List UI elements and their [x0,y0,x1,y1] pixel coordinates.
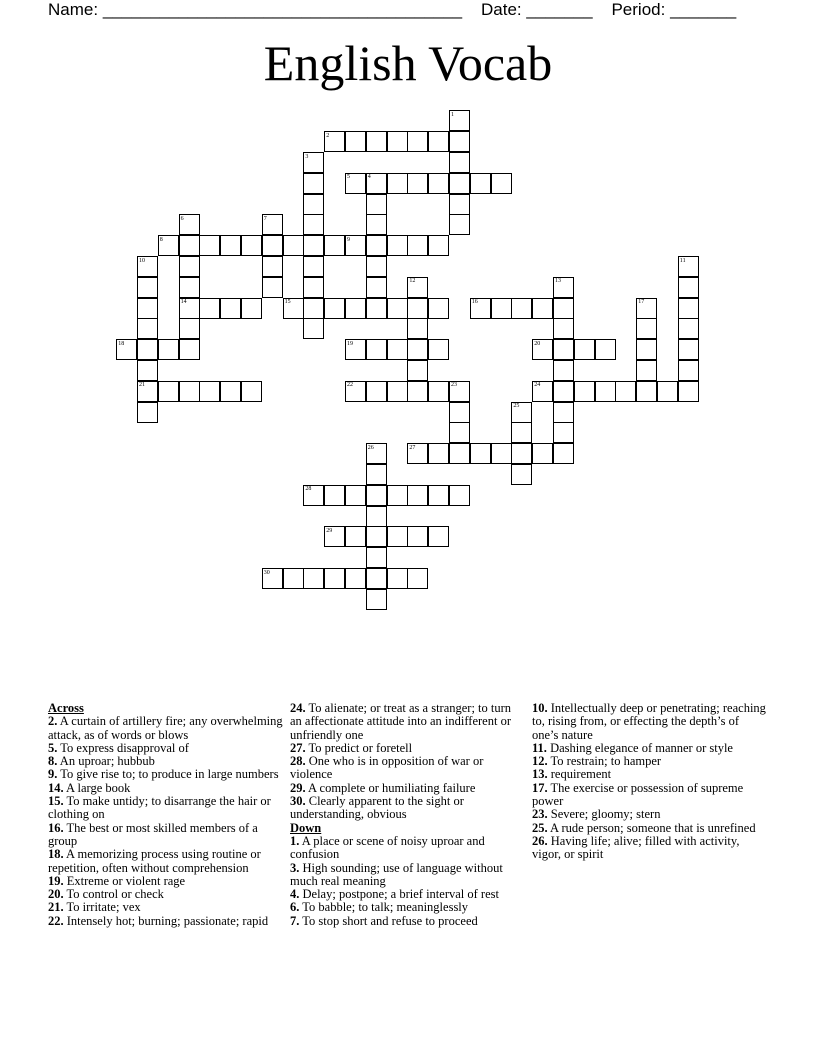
grid-cell[interactable] [137,360,158,381]
clue-text: To irritate; vex [63,900,141,915]
grid-cell[interactable] [657,381,678,402]
clue-text: Clearly apparent to the sight or understanding, obvious [290,794,464,822]
grid-cell[interactable] [324,485,345,506]
clue-number-label: 12. [532,754,548,769]
clue-number: 11 [679,257,686,264]
clue-number: 5 [347,174,350,181]
grid-cell[interactable] [449,422,470,443]
grid-cell[interactable] [615,381,636,402]
grid-cell[interactable] [532,443,553,464]
grid-cell[interactable] [199,298,220,319]
clue-number-label: 5. [48,740,58,755]
clue-number-label: 24. [290,701,306,715]
grid-cell[interactable] [449,485,470,506]
grid-cell[interactable] [407,568,428,589]
grid-cell[interactable] [345,298,366,319]
grid-cell[interactable] [137,318,158,339]
clue-text: A memorizing process using routine or repetition, often without comprehension [48,847,261,875]
grid-cell[interactable] [303,173,324,194]
grid-cell[interactable] [449,214,470,235]
grid-cell[interactable] [366,256,387,277]
across-clue [290,742,512,755]
grid-cell[interactable] [636,360,657,381]
grid-cell[interactable] [636,381,657,402]
grid-cell[interactable] [303,256,324,277]
grid-cell[interactable] [407,173,428,194]
clue-text: requirement [547,767,612,782]
grid-cell[interactable] [179,277,200,298]
clue-text: The exercise or possession of supreme power [532,780,744,809]
grid-cell[interactable] [678,381,699,402]
grid-cell[interactable] [553,381,574,402]
down-clue [290,901,512,914]
clue-text: A curtain of artillery fire; any overwhelming attack, as of words or blows [48,714,283,742]
grid-cell[interactable] [366,526,387,547]
down-clue [290,888,512,901]
clue-number: 27 [409,444,416,451]
clue-text: To babble; to talk; meaninglessly [299,900,469,915]
grid-cell[interactable] [428,131,449,152]
grid-cell[interactable] [303,194,324,215]
clue-number: 25 [513,403,520,410]
grid-cell[interactable] [241,235,262,256]
grid-cell[interactable] [345,485,366,506]
grid-cell[interactable] [241,381,262,402]
grid-cell[interactable] [387,526,408,547]
grid-cell[interactable] [158,381,179,402]
grid-cell[interactable] [262,235,283,256]
grid-cell[interactable] [179,381,200,402]
grid-cell[interactable] [553,422,574,443]
grid-cell[interactable] [678,339,699,360]
grid-cell[interactable] [574,381,595,402]
grid-cell[interactable] [636,339,657,360]
clue-number: 29 [326,527,333,534]
grid-cell[interactable] [511,422,532,443]
down-clue [532,782,768,809]
across-clue [290,782,512,795]
grid-cell[interactable] [491,298,512,319]
clue-text: High sounding; use of language without much real meaning [290,860,503,888]
clue-number-label: 30. [290,794,306,809]
grid-cell[interactable] [387,298,408,319]
grid-cell[interactable] [595,339,616,360]
grid-cell[interactable] [366,589,387,610]
across-clue [48,742,284,755]
clue-number-label: 20. [48,887,64,902]
grid-cell[interactable] [553,298,574,319]
grid-cell[interactable] [303,277,324,298]
grid-cell[interactable] [449,131,470,152]
grid-cell[interactable] [220,298,241,319]
grid-cell[interactable] [491,443,512,464]
clue-number-label: 15. [48,794,64,809]
across-clue [48,715,284,742]
grid-cell[interactable] [428,443,449,464]
grid-cell[interactable] [553,318,574,339]
grid-cell[interactable] [366,506,387,527]
grid-cell[interactable] [262,277,283,298]
clue-text: A large book [63,780,131,795]
clues-column-1 [48,702,284,928]
grid-cell[interactable] [678,318,699,339]
period-label: Period: [611,0,666,19]
grid-cell[interactable] [241,298,262,319]
grid-cell[interactable] [428,526,449,547]
across-clue [48,768,284,781]
clues-column-2 [290,702,512,928]
grid-cell[interactable] [345,526,366,547]
clue-number: 20 [534,340,541,347]
page-title: English Vocab [263,35,553,91]
grid-cell[interactable] [366,277,387,298]
clue-number-label: 1. [290,833,300,848]
clue-number-label: 10. [532,701,548,715]
grid-cell[interactable] [366,339,387,360]
across-clue [48,901,284,914]
grid-cell[interactable] [366,547,387,568]
grid-cell[interactable] [179,339,200,360]
grid-cell[interactable] [407,360,428,381]
grid-cell[interactable] [678,360,699,381]
grid-cell[interactable] [303,214,324,235]
clue-number-label: 23. [532,807,548,822]
clue-number-label: 18. [48,847,64,862]
clue-text: Having life; alive; filled with activity, vigor, or spirit [532,833,740,862]
down-clue [532,702,768,742]
grid-cell[interactable] [428,298,449,319]
period-blank[interactable]: _______ [670,0,737,19]
clue-text: To alienate; or treat as a stranger; to turn an affectionate attitude into an indifferent or unfriendly one [290,701,512,742]
grid-cell[interactable] [324,298,345,319]
down-clue [532,755,768,768]
across-clue [290,795,512,822]
clue-text: Extreme or violent rage [63,873,186,888]
grid-cell[interactable] [449,173,470,194]
grid-cell[interactable] [137,298,158,319]
clue-text: A place or scene of noisy uproar and confusion [290,833,485,862]
clue-number: 3 [305,153,309,160]
clue-number: 18 [118,340,125,347]
grid-cell[interactable] [553,443,574,464]
grid-cell[interactable] [137,402,158,423]
grid-cell[interactable] [407,526,428,547]
grid-cell[interactable] [366,568,387,589]
grid-cell[interactable] [199,381,220,402]
grid-cell[interactable] [324,568,345,589]
clue-number-label: 27. [290,740,306,755]
clue-number-label: 4. [290,887,300,902]
clue-number-label: 28. [290,754,306,769]
clue-text: Intensely hot; burning; passionate; rapid [63,913,269,928]
clue-number-label: 8. [48,754,58,769]
grid-cell[interactable] [553,360,574,381]
grid-cell[interactable] [678,277,699,298]
clue-number-label: 26. [532,833,548,848]
clue-number-label: 14. [48,780,64,795]
down-clue [532,822,768,835]
grid-cell[interactable] [387,131,408,152]
clue-number: 24 [534,382,541,389]
grid-cell[interactable] [366,464,387,485]
name-label: Name: [48,0,99,19]
clues-column-3 [532,702,768,862]
grid-cell[interactable] [407,235,428,256]
clue-text: To restrain; to hamper [547,754,662,769]
clue-number: 10 [139,257,145,264]
grid-cell[interactable] [470,173,491,194]
clue-text: One who is in opposition of war or violence [290,754,484,782]
clue-text: The best or most skilled members of a group [48,820,258,848]
clue-number: 17 [638,299,645,306]
grid-cell[interactable] [595,381,616,402]
grid-cell[interactable] [428,485,449,506]
grid-cell[interactable] [470,443,491,464]
grid-cell[interactable] [407,298,428,319]
grid-cell[interactable] [366,298,387,319]
clue-text: Intellectually deep or penetrating; reaching to, rising from, or effecting the depth’s of one’s nature [532,701,766,742]
across-clue [290,755,512,782]
grid-cell[interactable] [303,568,324,589]
across-clue [290,702,512,742]
grid-cell[interactable] [407,318,428,339]
grid-cell[interactable] [387,173,408,194]
clue-text: To predict or foretell [305,740,413,755]
clue-number-label: 7. [290,913,300,928]
clue-number-label: 21. [48,900,64,915]
grid-cell[interactable] [137,339,158,360]
clue-number-label: 3. [290,860,300,875]
clue-number: 12 [409,278,416,285]
down-clue [290,915,512,928]
across-clue [48,915,284,928]
grid-cell[interactable] [345,131,366,152]
grid-cell[interactable] [179,318,200,339]
grid-cell[interactable] [303,235,324,256]
across-clue [48,888,284,901]
clue-text: To make untidy; to disarrange the hair or clothing on [48,794,271,822]
clue-number-label: 29. [290,780,306,795]
down-clue [532,835,768,862]
grid-cell[interactable] [532,298,553,319]
grid-cell[interactable] [511,464,532,485]
down-clue [532,742,768,755]
clue-number: 14 [180,299,187,306]
clue-number: 30 [263,569,270,576]
grid-cell[interactable] [220,235,241,256]
grid-cell[interactable] [407,485,428,506]
grid-cell[interactable] [449,402,470,423]
down-clue [532,808,768,821]
grid-cell[interactable] [179,235,200,256]
clue-number: 13 [555,278,561,285]
grid-cell[interactable] [491,173,512,194]
clue-text: An uproar; hubbub [57,754,155,769]
clue-text: To give rise to; to produce in large numbers [57,767,279,782]
grid-cell[interactable] [574,339,595,360]
grid-cell[interactable] [303,318,324,339]
clue-number-label: 13. [532,767,548,782]
down-clue [290,835,512,862]
grid-cell[interactable] [387,381,408,402]
clue-number: 6 [180,215,184,222]
grid-cell[interactable] [407,381,428,402]
clue-number-label: 6. [290,900,300,915]
grid-cell[interactable] [366,131,387,152]
clue-text: A rude person; someone that is unrefined [547,820,756,835]
clue-number: 16 [471,299,478,306]
grid-cell[interactable] [158,339,179,360]
grid-cell[interactable] [511,298,532,319]
clue-text: To stop short and refuse to proceed [299,913,478,928]
down-clue [532,768,768,781]
grid-cell[interactable] [220,381,241,402]
date-blank[interactable]: _______ [526,0,593,19]
down-clue [290,862,512,889]
clue-number-label: 11. [532,740,547,755]
grid-cell[interactable] [199,235,220,256]
clue-number: 22 [347,382,353,389]
clue-text: Dashing elegance of manner or style [546,740,733,755]
clue-number: 23 [451,382,457,389]
across-clue [48,822,284,849]
across-clue [48,875,284,888]
grid-cell[interactable] [366,214,387,235]
clue-text: To express disapproval of [57,740,189,755]
grid-cell[interactable] [449,152,470,173]
grid-cell[interactable] [387,339,408,360]
grid-cell[interactable] [387,485,408,506]
grid-cell[interactable] [283,235,304,256]
clue-number-label: 19. [48,873,64,888]
clue-number: 28 [305,486,312,493]
grid-cell[interactable] [179,256,200,277]
clue-number: 2 [326,132,330,139]
across-clue [48,848,284,875]
grid-cell[interactable] [428,339,449,360]
grid-cell[interactable] [262,256,283,277]
across-heading: Across [48,701,84,715]
clue-number-label: 16. [48,820,64,835]
clue-number: 1 [451,111,454,118]
across-clue [48,782,284,795]
clue-number-label: 9. [48,767,58,782]
grid-cell[interactable] [428,173,449,194]
grid-cell[interactable] [366,194,387,215]
across-clue [48,795,284,822]
clue-number: 7 [263,215,267,222]
grid-cell[interactable] [449,443,470,464]
clue-number: 15 [284,299,291,306]
grid-cell[interactable] [428,235,449,256]
grid-cell[interactable] [366,485,387,506]
date-label: Date: [481,0,522,19]
grid-cell[interactable] [553,339,574,360]
across-clue [48,755,284,768]
grid-cell[interactable] [636,318,657,339]
grid-cell[interactable] [449,194,470,215]
down-heading: Down [290,820,322,835]
name-blank[interactable]: ______________________________________ [102,0,463,19]
clue-text: Delay; postpone; a brief interval of rest [299,887,499,902]
clue-number-label: 2. [48,714,58,729]
grid-cell[interactable] [283,568,304,589]
clue-text: Severe; gloomy; stern [547,807,661,822]
grid-cell[interactable] [303,298,324,319]
clue-number-label: 22. [48,913,64,928]
grid-cell[interactable] [366,235,387,256]
grid-cell[interactable] [366,381,387,402]
grid-cell[interactable] [407,339,428,360]
clue-text: To control or check [63,887,164,902]
grid-cell[interactable] [345,568,366,589]
clue-number: 26 [367,444,374,451]
clue-number-label: 25. [532,820,548,835]
clue-number: 9 [347,236,350,243]
clue-number: 8 [159,236,163,243]
grid-cell[interactable] [553,402,574,423]
clue-number-label: 17. [532,780,548,795]
grid-cell[interactable] [387,235,408,256]
grid-cell[interactable] [678,298,699,319]
grid-cell[interactable] [324,235,345,256]
clue-text: A complete or humiliating failure [305,780,476,795]
grid-cell[interactable] [428,381,449,402]
grid-cell[interactable] [387,568,408,589]
grid-cell[interactable] [407,131,428,152]
clue-number: 4 [367,174,371,181]
grid-cell[interactable] [511,443,532,464]
clue-number: 19 [347,340,353,347]
grid-cell[interactable] [137,277,158,298]
clue-number: 21 [139,382,145,389]
